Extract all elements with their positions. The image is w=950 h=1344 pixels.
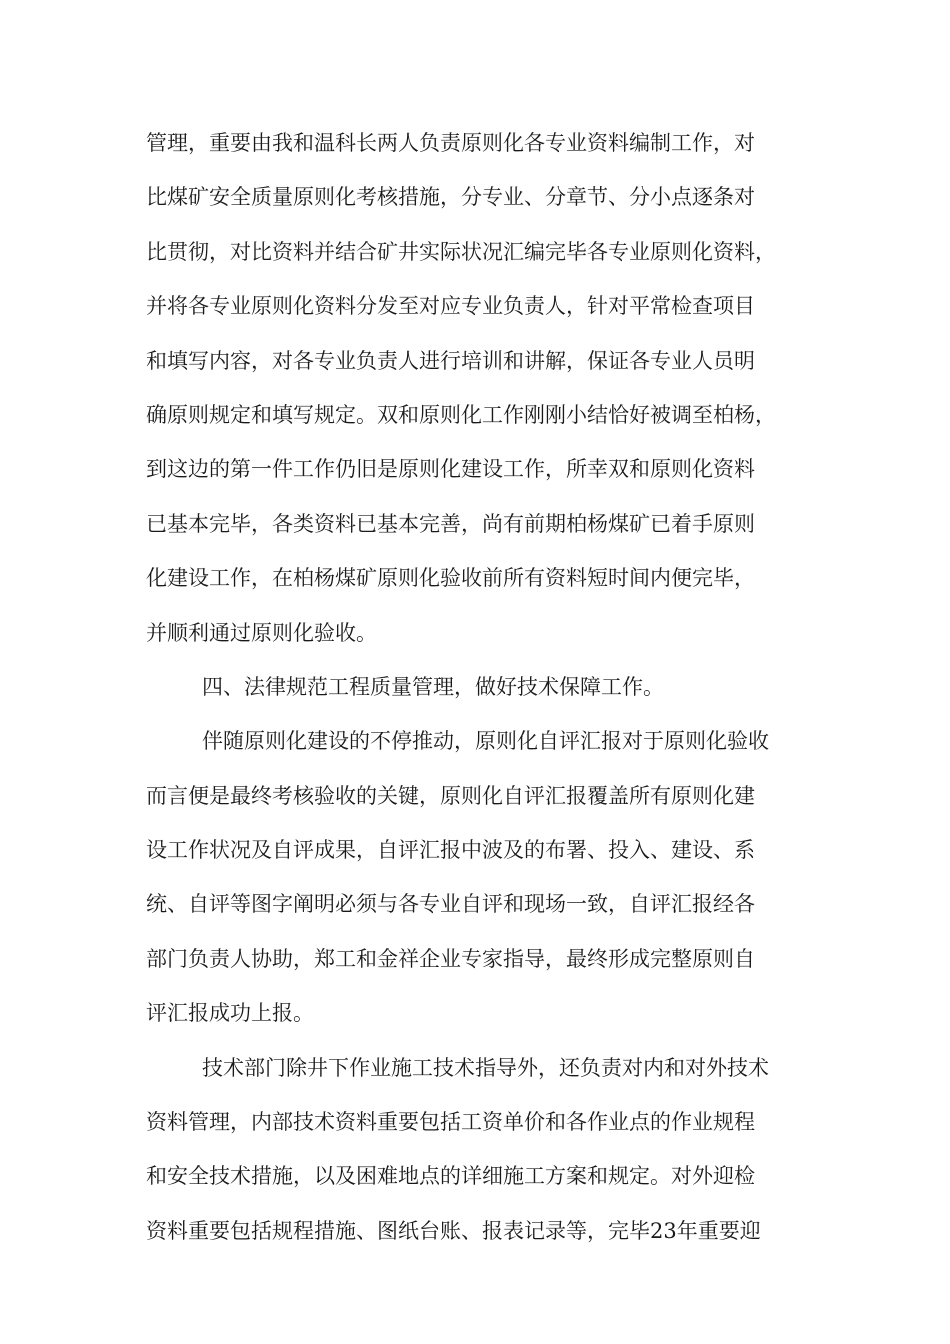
text-line: 部门负责人协助，郑工和金祥企业专家指导，最终形成完整原则自: [146, 946, 755, 971]
text-line: 设工作状况及自评成果，自评汇报中波及的布署、投入、建设、系: [146, 838, 755, 863]
text-line: 和填写内容，对各专业负责人进行培训和讲解，保证各专业人员明: [146, 348, 755, 373]
text-line: 和安全技术措施，以及困难地点的详细施工方案和规定。对外迎检: [146, 1164, 755, 1189]
text-line: 管理，重要由我和温科长两人负责原则化各专业资料编制工作，对: [146, 131, 755, 155]
text-line: 统、自评等图字阐明必须与各专业自评和现场一致，自评汇报经各: [146, 892, 755, 917]
text-line: 比贯彻，对比资料并结合矿井实际状况汇编完毕各专业原则化资料，: [146, 239, 776, 264]
text-line: 四、法律规范工程质量管理，做好技术保障工作。: [202, 674, 664, 699]
text-line: 比煤矿安全质量原则化考核措施，分专业、分章节、分小点逐条对: [146, 185, 755, 210]
text-line: 而言便是最终考核验收的关键，原则化自评汇报覆盖所有原则化建: [146, 783, 755, 808]
text-line: 并顺利通过原则化验收。: [146, 620, 377, 645]
text-line: 评汇报成功上报。: [146, 1001, 314, 1026]
body-text: [146, 116, 836, 1258]
text-line: 并将各专业原则化资料分发至对应专业负责人，针对平常检查项目: [146, 294, 755, 319]
text-line: 资料重要包括规程措施、图纸台账、报表记录等，完毕23年重要迎: [146, 1218, 761, 1243]
text-line: 伴随原则化建设的不停推动，原则化自评汇报对于原则化验收: [202, 729, 769, 754]
text-line: 到这边的第一件工作仍旧是原则化建设工作，所幸双和原则化资料: [146, 457, 755, 482]
text-line: 技术部门除井下作业施工技术指导外，还负责对内和对外技术: [202, 1055, 769, 1080]
text-line: 化建设工作，在柏杨煤矿原则化验收前所有资料短时间内便完毕，: [146, 566, 755, 591]
text-line: 已基本完毕，各类资料已基本完善，尚有前期柏杨煤矿已着手原则: [146, 511, 755, 536]
text-line: 资料管理，内部技术资料重要包括工资单价和各作业点的作业规程: [146, 1110, 755, 1135]
text-line: 确原则规定和填写规定。双和原则化工作刚刚小结恰好被调至柏杨，: [146, 402, 776, 427]
